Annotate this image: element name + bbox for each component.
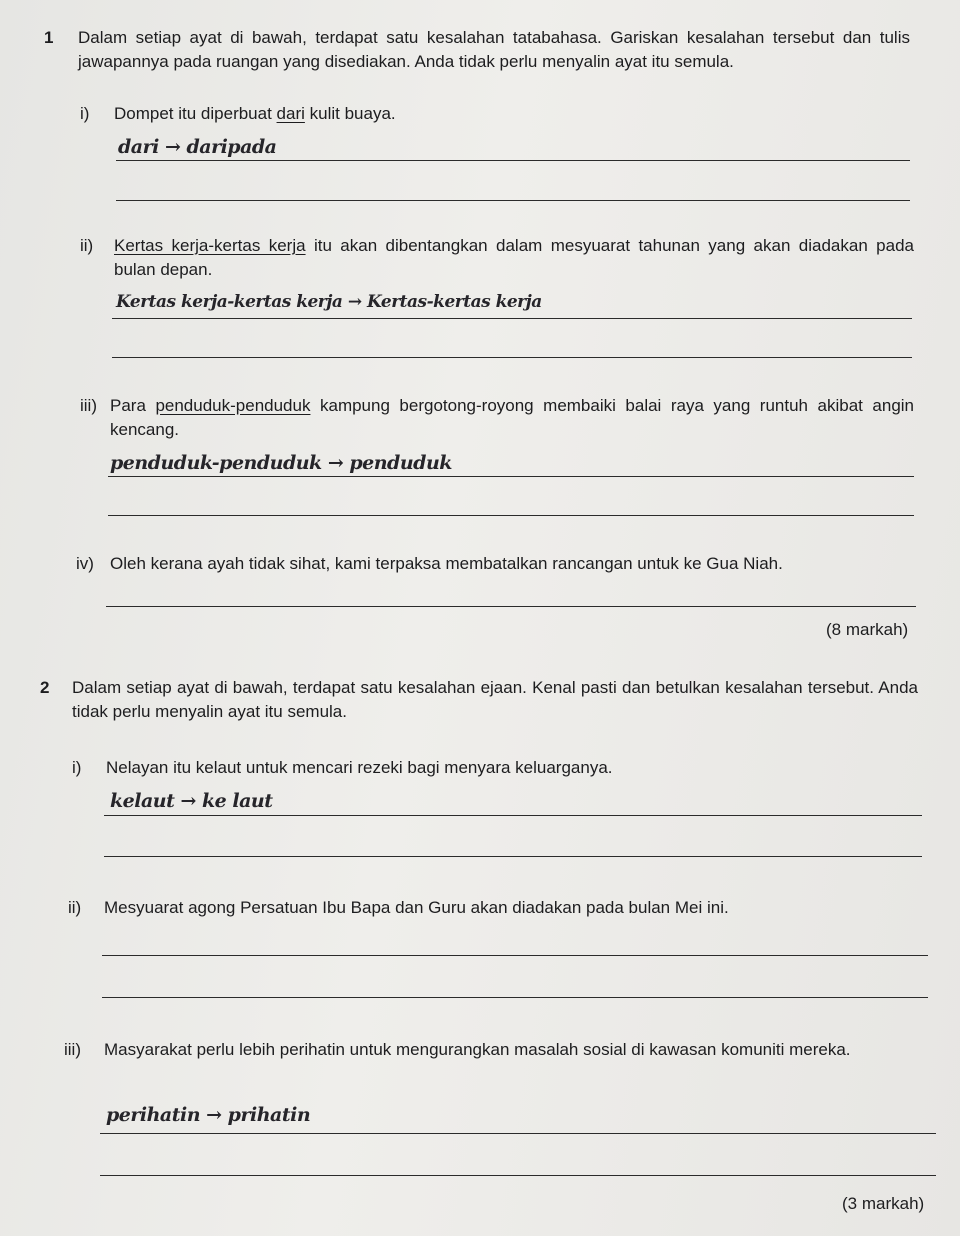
answer-line	[102, 997, 928, 998]
q2-item-1-answer: kelaut → ke laut	[110, 790, 273, 812]
q1-item-2-sentence: Kertas kerja-kertas kerja itu akan dibentangkan dalam mesyuarat tahunan yang akan diadakan pada bulan depan.	[114, 236, 914, 279]
answer-line	[104, 856, 922, 857]
q1-item-3-sentence: Para penduduk-penduduk kampung bergotong-royong membaiki balai raya yang runtuh akibat angin kencang.	[110, 396, 915, 439]
q1-item-3-error: penduduk-penduduk	[155, 396, 311, 415]
answer-line	[116, 200, 910, 201]
q1-item-1-answer: dari → daripada	[118, 136, 277, 158]
q2-item-3-label: iii)	[64, 1040, 81, 1059]
question-1-instruction: Dalam setiap ayat di bawah, terdapat satu kesalahan tatabahasa. Gariskan kesalahan tersebut dan tulis jawapannya pada ruangan yang disediakan. Anda tidak perlu menyalin ayat itu semula.	[78, 28, 910, 71]
question-1-number: 1	[44, 28, 54, 47]
q2-item-1-label: i)	[72, 758, 82, 777]
answer-line	[108, 476, 914, 477]
answer-line	[106, 606, 916, 607]
q1-item-1-error: dari	[276, 104, 305, 123]
answer-line	[112, 318, 912, 319]
q2-item-1-sentence: Nelayan itu kelaut untuk mencari rezeki bagi menyara keluarganya.	[106, 758, 613, 777]
q1-item-4-label: iv)	[76, 554, 94, 573]
q1-item-2-answer: Kertas kerja-kertas kerja → Kertas-kertas kerja	[116, 292, 542, 312]
answer-line	[104, 815, 922, 816]
answer-line	[112, 357, 912, 358]
answer-line	[108, 515, 914, 516]
q1-item-1-label: i)	[80, 104, 90, 123]
question-2-instruction: Dalam setiap ayat di bawah, terdapat satu kesalahan ejaan. Kenal pasti dan betulkan kesalahan tersebut. Anda tidak perlu menyalin ayat itu semula.	[72, 678, 918, 721]
answer-line	[116, 160, 910, 161]
q1-item-3-label: iii)	[80, 396, 97, 415]
q2-item-2-sentence: Mesyuarat agong Persatuan Ibu Bapa dan Guru akan diadakan pada bulan Mei ini.	[104, 898, 729, 917]
question-2-number: 2	[40, 678, 50, 697]
q2-item-2-label: ii)	[68, 898, 82, 917]
answer-line	[102, 955, 928, 956]
q1-item-1-sentence: Dompet itu diperbuat dari kulit buaya.	[114, 104, 396, 123]
q1-item-2-error: Kertas kerja-kertas kerja	[114, 236, 306, 255]
answer-line	[100, 1133, 936, 1134]
q1-marks: (8 markah)	[826, 620, 909, 639]
q1-item-3-answer: penduduk-penduduk → penduduk	[110, 452, 452, 474]
q1-item-4-sentence: Oleh kerana ayah tidak sihat, kami terpaksa membatalkan rancangan untuk ke Gua Niah.	[110, 554, 783, 573]
answer-line	[100, 1175, 936, 1176]
q1-item-2-label: ii)	[80, 236, 94, 255]
q2-marks: (3 markah)	[842, 1194, 925, 1213]
q2-item-3-answer: perihatin → prihatin	[106, 1104, 311, 1126]
q2-item-3-sentence: Masyarakat perlu lebih perihatin untuk mengurangkan masalah sosial di kawasan komuniti mereka.	[104, 1040, 851, 1059]
